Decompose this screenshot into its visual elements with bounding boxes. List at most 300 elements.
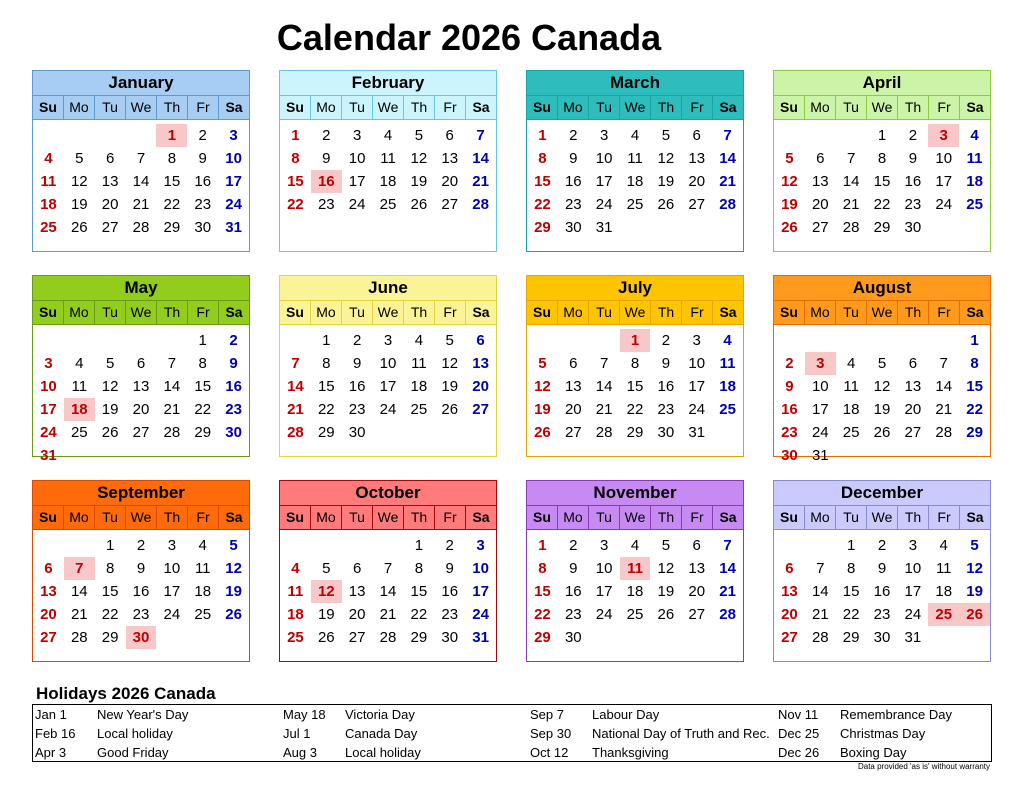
holiday-date: Dec 26 — [778, 745, 820, 760]
month-name: September — [33, 481, 249, 506]
empty-day-cell — [33, 329, 64, 352]
empty-day-cell — [805, 329, 836, 352]
weekday-label: Th — [898, 96, 929, 119]
weekday-label: Su — [774, 96, 805, 119]
day-cell: 5 — [970, 537, 979, 554]
weekday-label: Tu — [836, 506, 867, 529]
holiday-day-cell: 3 — [805, 352, 836, 375]
day-cell: 22 — [101, 606, 119, 623]
empty-day-cell — [774, 534, 805, 557]
day-cell: 24 — [225, 196, 242, 213]
weekday-label: Su — [527, 506, 558, 529]
day-cell: 22 — [317, 401, 335, 418]
day-cell: 18 — [626, 173, 644, 190]
day-cell: 4 — [630, 537, 640, 554]
day-cell: 5 — [661, 537, 671, 554]
day-cell: 29 — [534, 629, 551, 646]
day-cell: 16 — [194, 173, 212, 190]
day-cell: 9 — [908, 150, 918, 167]
day-cell: 29 — [410, 629, 428, 646]
weekday-label: Mo — [64, 96, 95, 119]
day-cell: 8 — [198, 355, 207, 372]
day-cell: 11 — [966, 150, 983, 167]
weekday-label: Th — [898, 506, 929, 529]
day-cell: 5 — [445, 332, 454, 349]
weekday-label: We — [126, 506, 157, 529]
day-cell: 16 — [225, 378, 242, 395]
day-cell: 16 — [564, 583, 582, 600]
day-cell: 24 — [904, 606, 922, 623]
day-cell: 12 — [966, 560, 983, 577]
day-cell: 17 — [163, 583, 181, 600]
weekday-label: Fr — [188, 506, 219, 529]
week-row — [280, 375, 496, 398]
weekday-label: We — [126, 301, 157, 324]
day-cell: 1 — [538, 537, 547, 554]
weekday-label: Fr — [188, 96, 219, 119]
day-cell: 22 — [966, 401, 983, 418]
day-cell: 3 — [229, 127, 238, 144]
day-cell: 19 — [225, 583, 242, 600]
calendar-grid — [32, 70, 992, 670]
day-cell: 22 — [287, 196, 304, 213]
day-cell: 19 — [101, 401, 119, 418]
day-cell: 12 — [657, 150, 675, 167]
day-cell: 11 — [40, 173, 57, 190]
day-cell: 17 — [595, 583, 613, 600]
day-cell: 27 — [811, 219, 829, 236]
day-cell: 7 — [816, 560, 825, 577]
day-cell: 10 — [348, 150, 366, 167]
empty-day-cell — [867, 444, 898, 467]
day-cell: 10 — [904, 560, 922, 577]
week-row — [527, 421, 743, 444]
day-cell: 21 — [163, 401, 181, 418]
empty-day-cell — [867, 329, 898, 352]
day-cell: 9 — [785, 378, 794, 395]
day-cell: 30 — [194, 219, 212, 236]
holiday-day-cell: 11 — [620, 557, 651, 580]
day-cell: 23 — [132, 606, 150, 623]
holiday-name: Labour Day — [592, 707, 660, 722]
weekday-label: Th — [157, 96, 188, 119]
weekday-header — [527, 96, 743, 120]
week-row — [33, 580, 249, 603]
day-cell: 14 — [472, 150, 489, 167]
weekday-label: Su — [33, 506, 64, 529]
week-row — [527, 329, 743, 352]
week-row — [774, 444, 990, 467]
week-row — [774, 216, 990, 239]
day-cell: 1 — [414, 537, 424, 554]
day-cell: 12 — [781, 173, 798, 190]
day-cell: 28 — [595, 424, 613, 441]
empty-day-cell — [373, 534, 404, 557]
day-cell: 21 — [287, 401, 304, 418]
day-cell: 25 — [287, 629, 304, 646]
day-cell: 9 — [352, 355, 362, 372]
week-row — [527, 375, 743, 398]
day-cell: 5 — [105, 355, 115, 372]
day-cell: 15 — [410, 583, 428, 600]
day-cell: 15 — [534, 583, 551, 600]
day-cell: 11 — [71, 378, 88, 395]
day-cell: 2 — [229, 332, 238, 349]
day-cell: 2 — [352, 332, 362, 349]
empty-day-cell — [64, 444, 95, 467]
day-cell: 8 — [877, 150, 887, 167]
day-cell: 17 — [379, 378, 397, 395]
day-cell: 7 — [383, 560, 393, 577]
week-row — [527, 352, 743, 375]
day-cell: 6 — [692, 127, 701, 144]
day-cell: 27 — [441, 196, 459, 213]
day-cell: 26 — [410, 196, 428, 213]
week-row — [33, 534, 249, 557]
day-cell: 11 — [194, 560, 211, 577]
holiday-name: Good Friday — [97, 745, 169, 760]
weekday-label: Sa — [472, 99, 490, 115]
empty-day-cell — [33, 534, 64, 557]
weekday-header — [774, 96, 990, 120]
day-cell: 12 — [534, 378, 551, 395]
holiday-date: Feb 16 — [35, 726, 76, 741]
day-cell: 9 — [569, 150, 578, 167]
day-cell: 30 — [564, 219, 582, 236]
day-cell: 26 — [70, 219, 88, 236]
week-row — [280, 193, 496, 216]
weekday-label: Su — [280, 506, 311, 529]
day-cell: 1 — [291, 127, 300, 144]
day-cell: 5 — [229, 537, 238, 554]
month-name: July — [527, 276, 743, 301]
day-cell: 23 — [564, 196, 582, 213]
month-september — [32, 480, 250, 662]
weekday-label: Tu — [589, 506, 620, 529]
day-cell: 14 — [163, 378, 181, 395]
weekday-label: Sa — [472, 304, 490, 320]
week-row — [33, 124, 249, 147]
day-cell: 10 — [935, 150, 953, 167]
day-cell: 19 — [657, 173, 675, 190]
week-row — [774, 603, 990, 626]
day-cell: 27 — [688, 196, 706, 213]
empty-day-cell — [897, 329, 928, 352]
weekday-label: Mo — [64, 506, 95, 529]
day-cell: 28 — [935, 424, 953, 441]
day-cell: 17 — [40, 401, 57, 418]
day-cell: 31 — [811, 447, 829, 464]
day-cell: 19 — [317, 606, 335, 623]
day-cell: 10 — [688, 355, 706, 372]
day-cell: 4 — [939, 537, 948, 554]
week-row — [774, 170, 990, 193]
day-cell: 8 — [970, 355, 979, 372]
day-cell: 5 — [75, 150, 84, 167]
day-cell: 20 — [101, 196, 119, 213]
week-row — [774, 193, 990, 216]
day-cell: 30 — [657, 424, 675, 441]
day-cell: 4 — [414, 332, 424, 349]
empty-day-cell — [342, 534, 373, 557]
week-row — [774, 580, 990, 603]
day-cell: 7 — [599, 355, 609, 372]
day-cell: 24 — [40, 424, 57, 441]
week-row — [280, 557, 496, 580]
day-cell: 26 — [101, 424, 119, 441]
empty-day-cell — [650, 216, 681, 239]
holidays-title: Holidays 2026 Canada — [36, 684, 216, 703]
weekday-label: Tu — [342, 506, 373, 529]
day-cell: 3 — [352, 127, 362, 144]
day-cell: 13 — [688, 150, 706, 167]
weekday-label: Tu — [342, 96, 373, 119]
day-cell: 23 — [904, 196, 922, 213]
day-cell: 8 — [167, 150, 177, 167]
weekday-label: Tu — [95, 506, 126, 529]
week-row — [527, 626, 743, 649]
empty-day-cell — [403, 421, 434, 444]
disclaimer: Data provided 'as is' without warranty — [857, 762, 990, 771]
day-cell: 2 — [445, 537, 454, 554]
day-cell: 7 — [939, 355, 948, 372]
day-cell: 27 — [40, 629, 57, 646]
day-cell: 13 — [441, 150, 459, 167]
day-cell: 11 — [627, 150, 643, 167]
day-cell: 11 — [843, 378, 859, 395]
week-row — [527, 534, 743, 557]
empty-day-cell — [928, 626, 959, 649]
day-cell: 18 — [626, 583, 644, 600]
weekday-label: Fr — [435, 506, 466, 529]
weekday-label: Su — [33, 301, 64, 324]
day-cell: 13 — [101, 173, 119, 190]
week-row — [774, 534, 990, 557]
week-row — [280, 170, 496, 193]
day-cell: 29 — [194, 424, 212, 441]
day-cell: 20 — [132, 401, 150, 418]
weekday-label: Fr — [682, 96, 713, 119]
day-cell: 25 — [719, 401, 736, 418]
holiday-name: Local holiday — [345, 745, 421, 760]
day-cell: 21 — [379, 606, 397, 623]
day-cell: 5 — [414, 127, 424, 144]
week-row — [33, 375, 249, 398]
week-row — [33, 444, 249, 467]
day-cell: 18 — [842, 401, 860, 418]
day-cell: 8 — [322, 355, 331, 372]
day-cell: 4 — [723, 332, 732, 349]
empty-day-cell — [126, 329, 157, 352]
day-cell: 15 — [966, 378, 983, 395]
weekday-label: Su — [527, 301, 558, 324]
day-cell: 4 — [846, 355, 856, 372]
empty-day-cell — [156, 626, 187, 649]
empty-day-cell — [712, 421, 743, 444]
day-cell: 28 — [719, 606, 736, 623]
weekday-label: We — [620, 506, 651, 529]
day-cell: 17 — [595, 173, 613, 190]
day-cell: 11 — [935, 560, 952, 577]
holiday-name: New Year's Day — [97, 707, 189, 722]
day-cell: 20 — [904, 401, 922, 418]
week-row — [527, 398, 743, 421]
day-cell: 16 — [441, 583, 459, 600]
holiday-date: Jan 1 — [35, 707, 67, 722]
holiday-day-cell: 26 — [959, 603, 990, 626]
day-cell: 27 — [564, 424, 582, 441]
day-cell: 16 — [657, 378, 675, 395]
weekday-label: Th — [404, 96, 435, 119]
day-cell: 30 — [781, 447, 798, 464]
empty-day-cell — [681, 626, 712, 649]
day-cell: 20 — [811, 196, 829, 213]
day-cell: 29 — [873, 219, 891, 236]
day-cell: 26 — [317, 629, 335, 646]
weekday-label: Sa — [719, 99, 737, 115]
day-cell: 21 — [811, 606, 829, 623]
day-cell: 14 — [595, 378, 613, 395]
month-april — [773, 70, 991, 252]
month-name: August — [774, 276, 990, 301]
weekday-label: Fr — [929, 96, 960, 119]
week-row — [280, 147, 496, 170]
day-cell: 10 — [225, 150, 242, 167]
day-cell: 17 — [904, 583, 922, 600]
day-cell: 26 — [441, 401, 459, 418]
week-row — [33, 352, 249, 375]
holiday-day-cell: 18 — [64, 398, 95, 421]
day-cell: 10 — [595, 150, 613, 167]
day-cell: 5 — [538, 355, 547, 372]
day-cell: 6 — [569, 355, 578, 372]
holiday-name: Christmas Day — [840, 726, 926, 741]
weekday-label: Tu — [95, 96, 126, 119]
week-row — [280, 329, 496, 352]
week-row — [33, 329, 249, 352]
empty-day-cell — [126, 124, 157, 147]
weekday-label: Fr — [929, 506, 960, 529]
weekday-label: Th — [404, 506, 435, 529]
day-cell: 12 — [225, 560, 242, 577]
day-cell: 23 — [194, 196, 212, 213]
day-cell: 16 — [132, 583, 150, 600]
day-cell: 8 — [538, 560, 547, 577]
day-cell: 28 — [70, 629, 88, 646]
empty-day-cell — [95, 124, 126, 147]
day-cell: 17 — [348, 173, 366, 190]
empty-day-cell — [280, 534, 311, 557]
day-cell: 27 — [132, 424, 150, 441]
month-name: June — [280, 276, 496, 301]
month-name: February — [280, 71, 496, 96]
empty-day-cell — [126, 444, 157, 467]
day-cell: 24 — [163, 606, 181, 623]
day-cell: 17 — [688, 378, 706, 395]
day-cell: 3 — [599, 127, 609, 144]
day-cell: 13 — [348, 583, 366, 600]
month-name: April — [774, 71, 990, 96]
weekday-label: Su — [774, 506, 805, 529]
day-cell: 23 — [873, 606, 891, 623]
weekday-label: Tu — [836, 96, 867, 119]
week-row — [33, 147, 249, 170]
weekday-label: We — [867, 506, 898, 529]
holiday-date: Sep 30 — [530, 726, 572, 741]
day-cell: 20 — [472, 378, 489, 395]
day-cell: 20 — [441, 173, 459, 190]
empty-day-cell — [95, 444, 126, 467]
week-row — [527, 147, 743, 170]
day-cell: 9 — [445, 560, 454, 577]
day-cell: 31 — [595, 219, 613, 236]
day-cell: 7 — [723, 537, 732, 554]
week-row — [527, 557, 743, 580]
weekday-label: Fr — [929, 301, 960, 324]
weekday-label: Su — [33, 96, 64, 119]
empty-day-cell — [620, 216, 651, 239]
day-cell: 26 — [873, 424, 891, 441]
day-cell: 6 — [136, 355, 146, 372]
day-cell: 26 — [657, 606, 675, 623]
day-cell: 21 — [719, 173, 736, 190]
weekday-label: Th — [651, 506, 682, 529]
day-cell: 14 — [287, 378, 304, 395]
day-cell: 18 — [287, 606, 304, 623]
day-cell: 30 — [904, 219, 922, 236]
weekday-label: Sa — [966, 509, 984, 525]
empty-day-cell — [928, 329, 959, 352]
day-cell: 24 — [379, 401, 397, 418]
day-cell: 30 — [441, 629, 459, 646]
day-cell: 19 — [873, 401, 891, 418]
day-cell: 7 — [846, 150, 856, 167]
day-cell: 21 — [70, 606, 88, 623]
day-cell: 24 — [595, 196, 613, 213]
week-row — [774, 147, 990, 170]
day-cell: 19 — [966, 583, 983, 600]
holiday-name: Thanksgiving — [592, 745, 669, 760]
weekday-label: Sa — [719, 509, 737, 525]
day-cell: 29 — [842, 629, 860, 646]
weekday-label: Sa — [225, 509, 243, 525]
week-row — [33, 170, 249, 193]
day-cell: 13 — [40, 583, 57, 600]
day-cell: 18 — [966, 173, 983, 190]
empty-day-cell — [589, 329, 620, 352]
weekday-label: We — [867, 301, 898, 324]
day-cell: 13 — [811, 173, 829, 190]
day-cell: 12 — [873, 378, 891, 395]
empty-day-cell — [465, 421, 496, 444]
day-cell: 13 — [472, 355, 489, 372]
day-cell: 30 — [564, 629, 582, 646]
day-cell: 5 — [322, 560, 331, 577]
week-row — [280, 580, 496, 603]
holiday-date: Sep 7 — [530, 707, 564, 722]
weekday-header — [280, 96, 496, 120]
weekday-label: We — [373, 96, 404, 119]
day-cell: 20 — [348, 606, 366, 623]
day-cell: 7 — [136, 150, 146, 167]
day-cell: 25 — [626, 606, 644, 623]
weekday-label: Sa — [225, 99, 243, 115]
day-cell: 23 — [781, 424, 798, 441]
week-row — [280, 603, 496, 626]
day-cell: 8 — [105, 560, 115, 577]
month-name: May — [33, 276, 249, 301]
day-cell: 28 — [379, 629, 397, 646]
